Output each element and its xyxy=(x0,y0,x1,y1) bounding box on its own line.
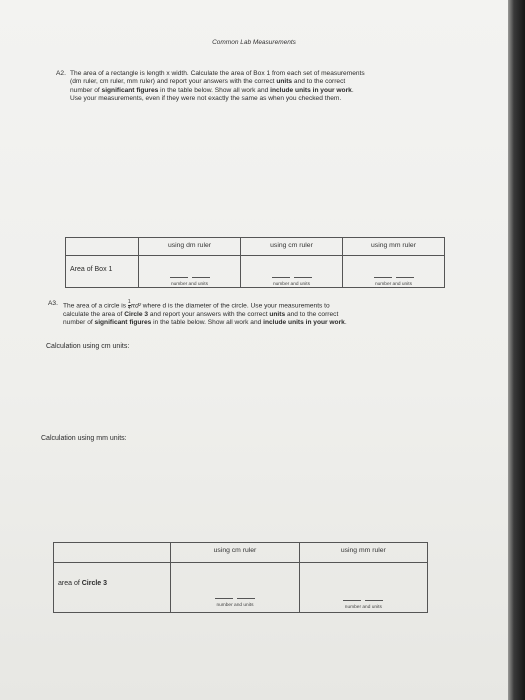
table1-answer-mm[interactable]: number and units xyxy=(343,256,445,288)
page-edge-shadow xyxy=(508,0,525,700)
question-a3-number: A3. xyxy=(48,300,58,307)
a3-line3: number of significant figures in the table below. Show all work and include units in your work. xyxy=(63,319,347,327)
table1-header-dm: using dm ruler xyxy=(139,238,241,256)
question-a3-text xyxy=(63,300,463,328)
calc-mm-label: Calculation using mm units: xyxy=(41,435,127,442)
table2-header-cm: using cm ruler xyxy=(171,543,299,563)
question-a2-text xyxy=(70,70,470,103)
table2-answer-mm[interactable]: number and units xyxy=(299,563,427,613)
calc-cm-label: Calculation using cm units: xyxy=(46,343,130,350)
table1-answer-cm[interactable]: number and units xyxy=(241,256,343,288)
table1-header-mm: using mm ruler xyxy=(343,238,445,256)
table1-row-label: Area of Box 1 xyxy=(66,256,139,288)
fraction-one-quarter: $\frac{1}{4}$ xyxy=(127,299,131,311)
table2-header-mm: using mm ruler xyxy=(299,543,427,563)
a2-line4: Use your measurements, even if they were not exactly the same as when you checked them. xyxy=(70,94,342,102)
a2-line1: The area of a rectangle is length x width. Calculate the area of Box 1 from each set of measurements xyxy=(70,70,365,77)
table2-corner-cell xyxy=(54,543,171,563)
a2-line2: (dm ruler, cm ruler, mm ruler) and report your answers with the correct units and to the correct xyxy=(70,78,346,86)
table2-answer-cm[interactable]: number and units xyxy=(171,563,299,613)
table1-header-cm: using cm ruler xyxy=(241,238,343,256)
a2-line3: number of significant figures in the table below. Show all work and include units in your work. xyxy=(70,86,354,94)
a3-line1: The area of a circle is $\frac{1}{4}$ πd² where d is the diameter of the circle. Use your measurements to xyxy=(63,299,330,311)
box1-area-table xyxy=(65,237,445,288)
page-title: Common Lab Measurements xyxy=(212,39,296,46)
question-a2-number: A2. xyxy=(56,70,66,77)
table1-answer-dm[interactable]: number and units xyxy=(139,256,241,288)
a3-line2: calculate the area of Circle 3 and report your answers with the correct units and to the correct xyxy=(63,311,339,318)
table2-row-label: area of Circle 3 xyxy=(54,563,171,613)
table1-corner-cell xyxy=(66,238,139,256)
circle3-area-table xyxy=(53,542,428,613)
